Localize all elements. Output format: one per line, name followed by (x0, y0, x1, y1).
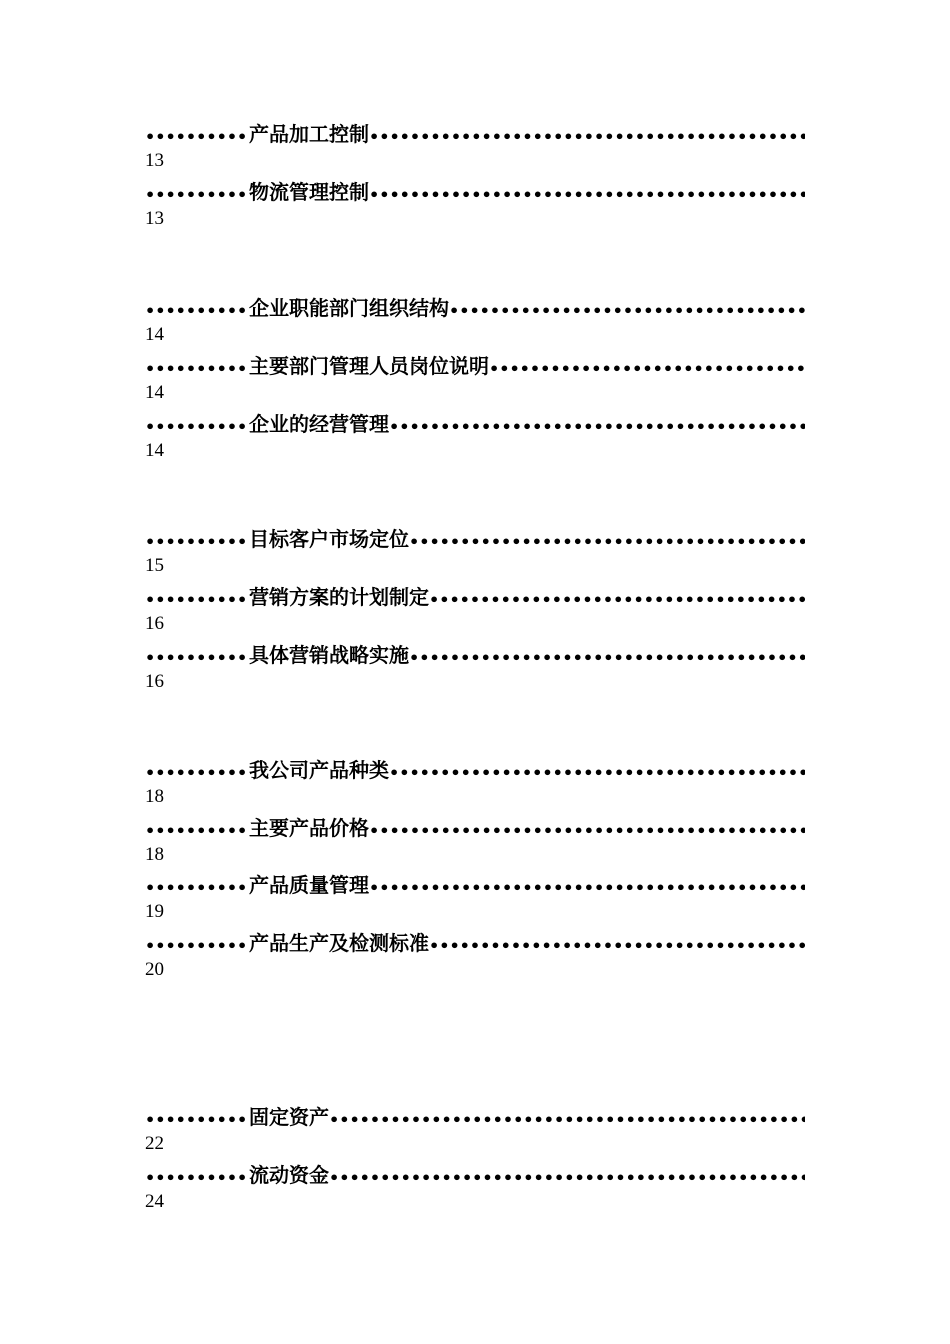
toc-entry[interactable] (145, 814, 805, 872)
toc-entry[interactable] (145, 641, 805, 699)
toc-entry-page: 18 (145, 786, 164, 807)
dot-leader (145, 358, 249, 380)
dot-leader (145, 762, 249, 784)
dot-leader (145, 531, 249, 553)
dot-leader (145, 1167, 249, 1189)
toc-entry[interactable] (145, 583, 805, 641)
toc-entry-title: 企业的经营管理 (249, 412, 389, 436)
toc-entry-title: 产品质量管理 (249, 873, 369, 897)
toc-entry-page: 14 (145, 440, 164, 461)
toc-entry-title: 主要产品价格 (249, 816, 369, 840)
toc-entry-page: 18 (145, 844, 164, 865)
dot-leader (329, 1109, 805, 1131)
dot-leader (145, 820, 249, 842)
toc-entry-page: 22 (145, 1133, 164, 1154)
toc-entry-title: 物流管理控制 (249, 180, 369, 204)
dot-leader (145, 184, 249, 206)
toc-entry[interactable] (145, 871, 805, 929)
toc-entry-title: 我公司产品种类 (249, 758, 389, 782)
toc-entry[interactable] (145, 756, 805, 814)
toc-entry-page: 14 (145, 382, 164, 403)
toc-entry-page: 15 (145, 555, 164, 576)
toc-entry[interactable] (145, 294, 805, 352)
toc-entry[interactable] (145, 1161, 805, 1219)
toc-entry[interactable] (145, 120, 805, 178)
dot-leader (145, 300, 249, 322)
toc-entry-page: 19 (145, 901, 164, 922)
dot-leader (369, 820, 805, 842)
dot-leader (145, 647, 249, 669)
dot-leader (389, 416, 805, 438)
toc-entry-title: 营销方案的计划制定 (249, 585, 429, 609)
toc-entry-title: 流动资金 (249, 1163, 329, 1187)
toc-entry-title: 产品加工控制 (249, 122, 369, 146)
dot-leader (409, 531, 805, 553)
toc-entry[interactable] (145, 929, 805, 987)
dot-leader (449, 300, 805, 322)
dot-leader (329, 1167, 805, 1189)
toc-entry-title: 固定资产 (249, 1105, 329, 1129)
dot-leader (369, 877, 805, 899)
toc-entry-page: 24 (145, 1191, 164, 1212)
toc-entry-title: 具体营销战略实施 (249, 643, 409, 667)
dot-leader (145, 877, 249, 899)
toc-entry[interactable] (145, 178, 805, 236)
toc-entry-title: 主要部门管理人员岗位说明 (249, 354, 489, 378)
dot-leader (389, 762, 805, 784)
toc-entry-page: 20 (145, 959, 164, 980)
dot-leader (145, 416, 249, 438)
dot-leader (369, 126, 805, 148)
dot-leader (145, 589, 249, 611)
dot-leader (145, 935, 249, 957)
dot-leader (145, 1109, 249, 1131)
toc-entry-page: 13 (145, 208, 164, 229)
toc-entry[interactable] (145, 1103, 805, 1161)
toc-entry[interactable] (145, 352, 805, 410)
dot-leader (369, 184, 805, 206)
dot-leader (409, 647, 805, 669)
dot-leader (429, 589, 805, 611)
toc-entry[interactable] (145, 525, 805, 583)
toc-entry-page: 13 (145, 150, 164, 171)
toc-entry-page: 16 (145, 613, 164, 634)
toc-entry-page: 16 (145, 671, 164, 692)
toc-entry-title: 企业职能部门组织结构 (249, 296, 449, 320)
dot-leader (489, 358, 805, 380)
toc-entry-title: 目标客户市场定位 (249, 527, 409, 551)
dot-leader (429, 935, 805, 957)
toc-entry-page: 14 (145, 324, 164, 345)
toc-entry-title: 产品生产及检测标准 (249, 931, 429, 955)
dot-leader (145, 126, 249, 148)
toc-entry[interactable] (145, 410, 805, 468)
